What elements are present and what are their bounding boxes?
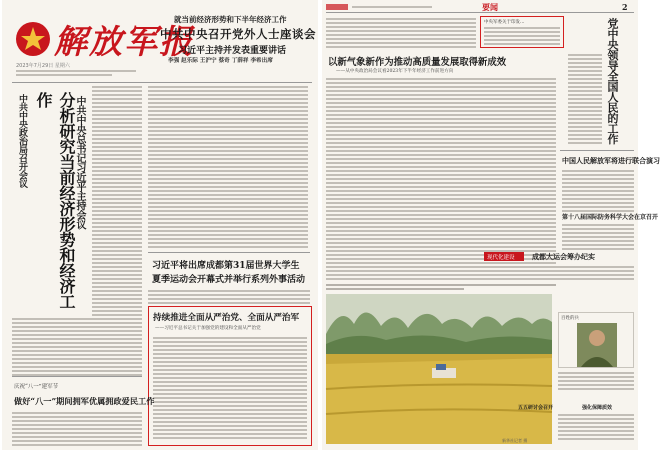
- page-header-logo: [326, 4, 348, 10]
- story-r2-headline: 第十八届国际防务科学大会在京召开: [562, 214, 659, 221]
- masthead-info-lines: [16, 70, 136, 78]
- section-rule: [148, 252, 310, 253]
- bottom-story-headline: 做好“八一”期间拥军优属拥政爱民工作: [14, 396, 155, 406]
- right-vertical-headline: 党中央领导全国人民的工作: [606, 18, 619, 144]
- left-small-vhead-2: 中共中央总书记习近平主持会议: [74, 96, 85, 229]
- top-notice-text: 中央军委关于印发…: [484, 20, 525, 25]
- body-text-column: [148, 86, 308, 250]
- soldier-portrait: [577, 323, 617, 367]
- top-notice-box: [480, 16, 564, 48]
- portrait-label: 百姓的兵: [561, 316, 579, 321]
- left-small-vhead-1: 中共中央政治局召开会议: [17, 94, 27, 188]
- red-section-label-text: 现代化建设: [487, 255, 515, 261]
- page-number: 2: [622, 2, 628, 12]
- body-text-column: [326, 18, 476, 50]
- bottom-right-headline: 强化保障质效: [582, 405, 613, 411]
- person-icon: [577, 323, 617, 367]
- body-text-column: [562, 170, 634, 214]
- header-rule: [326, 12, 634, 13]
- masthead-info: 2023年7月29日 星期六: [16, 63, 70, 69]
- body-text-column: [562, 224, 634, 252]
- red-section-label: [484, 252, 524, 261]
- body-text-column: [484, 266, 634, 282]
- front-page: [2, 0, 318, 450]
- big-subhead: ——从中央政治局会议看2023年下半年经济工作前进方向: [336, 69, 454, 74]
- bottom-story-kicker: 庆祝“八一”建军节: [14, 384, 59, 390]
- army-star-emblem: [16, 22, 50, 56]
- rice-field-image: [326, 294, 552, 444]
- body-text-column: [12, 318, 142, 378]
- section-rule: [12, 376, 142, 377]
- photo-caption: 新华社记者 摄: [502, 438, 528, 443]
- top-story-names: 李强 赵乐际 王沪宁 蔡奇 丁薛祥 李希出席: [168, 58, 273, 64]
- body-text-column: [12, 412, 142, 448]
- boxed-story: [148, 306, 312, 446]
- star-icon: [16, 22, 50, 56]
- header-date-line: [352, 6, 432, 10]
- photo-intro-text: [326, 284, 556, 292]
- bottom-left-headline: 五五研讨会召开: [518, 405, 554, 411]
- masthead-title: 解放军报: [54, 22, 194, 61]
- boxed-story-headline: 持续推进全面从严治党、全面从严治军: [153, 313, 300, 323]
- rice-field-photo: [326, 294, 552, 444]
- body-text-column: [484, 27, 560, 47]
- top-story-subhead: 习近平主持并发表重要讲话: [178, 46, 287, 56]
- boxed-story-subhead: ——习近平总书记关于加强党的建设和全面从严治党: [155, 326, 261, 331]
- body-text-column: [153, 337, 307, 441]
- body-text-column: [558, 372, 634, 392]
- big-headline: 以新气象新作为推动高质量发展取得新成效: [328, 57, 507, 68]
- story-2-headline-2: 夏季运动会开幕式并举行系列外事活动: [152, 275, 306, 285]
- portrait-section: [558, 312, 634, 368]
- page-label: 要闻: [482, 2, 498, 12]
- story-r1-headline: 中国人民解放军将进行联合演习: [562, 156, 660, 165]
- body-text-column: [558, 414, 634, 442]
- body-text-column: [148, 290, 310, 306]
- left-big-vhead: 分析研究当前经济形势和经济工作: [34, 92, 76, 309]
- story-2-headline-1: 习近平将出席成都第31届世界大学生: [152, 261, 300, 271]
- body-text-column: [92, 86, 142, 342]
- story-r3-headline: 成都大运会筹办纪实: [532, 252, 595, 261]
- top-story-kicker: 就当前经济形势和下半年经济工作: [174, 15, 287, 24]
- top-story-headline: 中共中央召开党外人士座谈会: [160, 27, 316, 41]
- body-text-column: [568, 54, 602, 146]
- section-rule: [560, 150, 634, 151]
- inner-page: [322, 0, 660, 450]
- masthead-rule: [12, 82, 312, 83]
